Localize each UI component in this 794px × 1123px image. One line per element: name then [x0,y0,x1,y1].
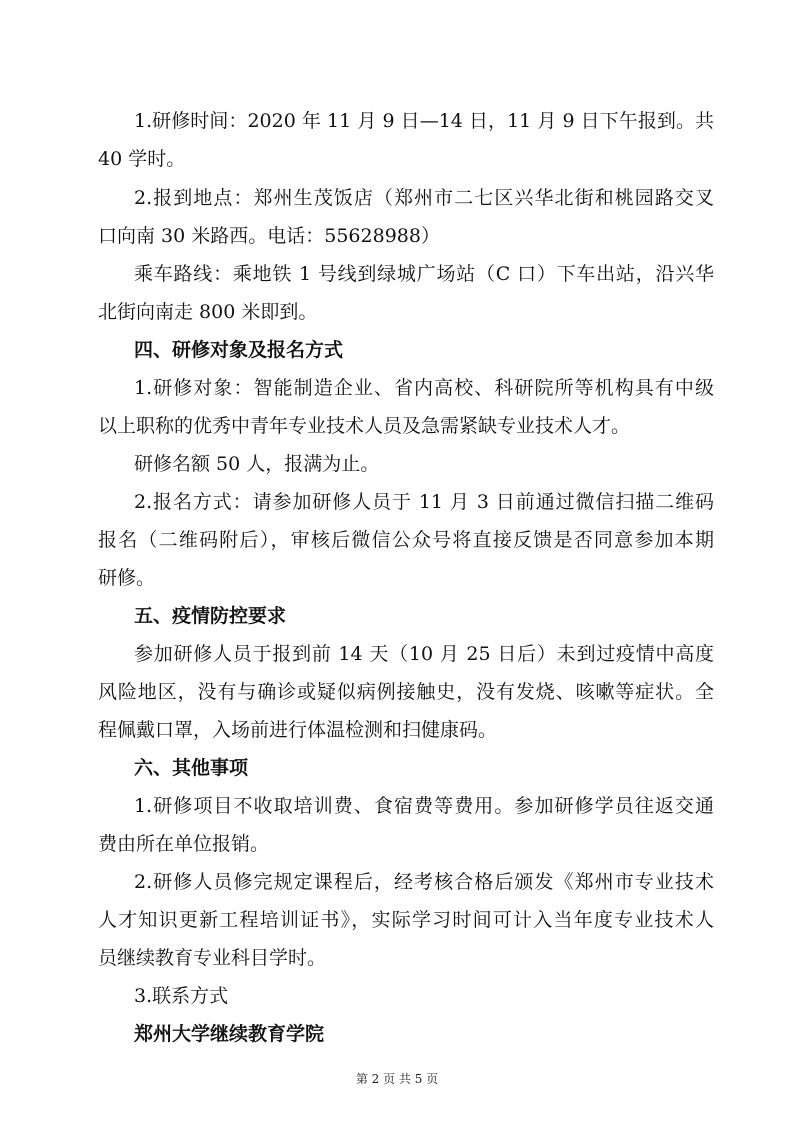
paragraph-line: 2.报名方式：请参加研修人员于 11 月 3 日前通过微信扫描二维码 [134,491,714,513]
paragraph-line: 报名（二维码附后），审核后微信公众号将直接反馈是否同意参加本期 [98,529,714,551]
paragraph-line: 人才知识更新工程培训证书》，实际学习时间可计入当年度专业技术人 [98,909,714,931]
paragraph-line: 乘车路线：乘地铁 1 号线到绿城广场站（C 口）下车出站，沿兴华 [134,263,714,285]
paragraph-line: 40 学时。 [98,148,186,170]
paragraph-line: 2.研修人员修完规定课程后，经考核合格后颁发《郑州市专业技术 [134,871,714,893]
org-heading: 郑州大学继续教育学院 [134,1023,325,1045]
paragraph-line: 参加研修人员于报到前 14 天（10 月 25 日后）未到过疫情中高度 [134,643,714,665]
paragraph-line: 程佩戴口罩，入场前进行体温检测和扫健康码。 [98,719,498,741]
section-heading: 六、其他事项 [134,757,249,779]
paragraph-line: 北街向南走 800 米即到。 [98,301,318,323]
section-heading: 五、疫情防控要求 [134,605,287,627]
paragraph-line: 员继续教育专业科目学时。 [98,947,327,969]
paragraph-line: 2.报到地点：郑州生茂饭店（郑州市二七区兴华北街和桃园路交叉 [134,187,714,209]
section-heading: 四、研修对象及报名方式 [134,339,344,361]
paragraph-line: 研修名额 50 人，报满为止。 [134,453,380,475]
paragraph-line: 以上职称的优秀中青年专业技术人员及急需紧缺专业技术人才。 [98,415,631,437]
paragraph-line: 风险地区，没有与确诊或疑似病例接触史，没有发烧、咳嗽等症状。全 [98,681,714,703]
paragraph-line: 口向南 30 米路西。电话：55628988） [98,225,440,247]
paragraph-line: 研修。 [98,567,156,589]
paragraph-line: 1.研修对象：智能制造企业、省内高校、科研院所等机构具有中级 [134,377,714,399]
paragraph-line: 费由所在单位报销。 [98,833,270,855]
paragraph-line: 1.研修时间：2020 年 11 月 9 日—14 日，11 月 9 日下午报到。共 [134,110,714,132]
paragraph-line: 1.研修项目不收取培训费、食宿费等费用。参加研修学员往返交通 [134,795,714,817]
paragraph-line: 3.联系方式 [134,985,229,1007]
page-footer: 第 2 页 共 5 页 [355,1072,439,1086]
